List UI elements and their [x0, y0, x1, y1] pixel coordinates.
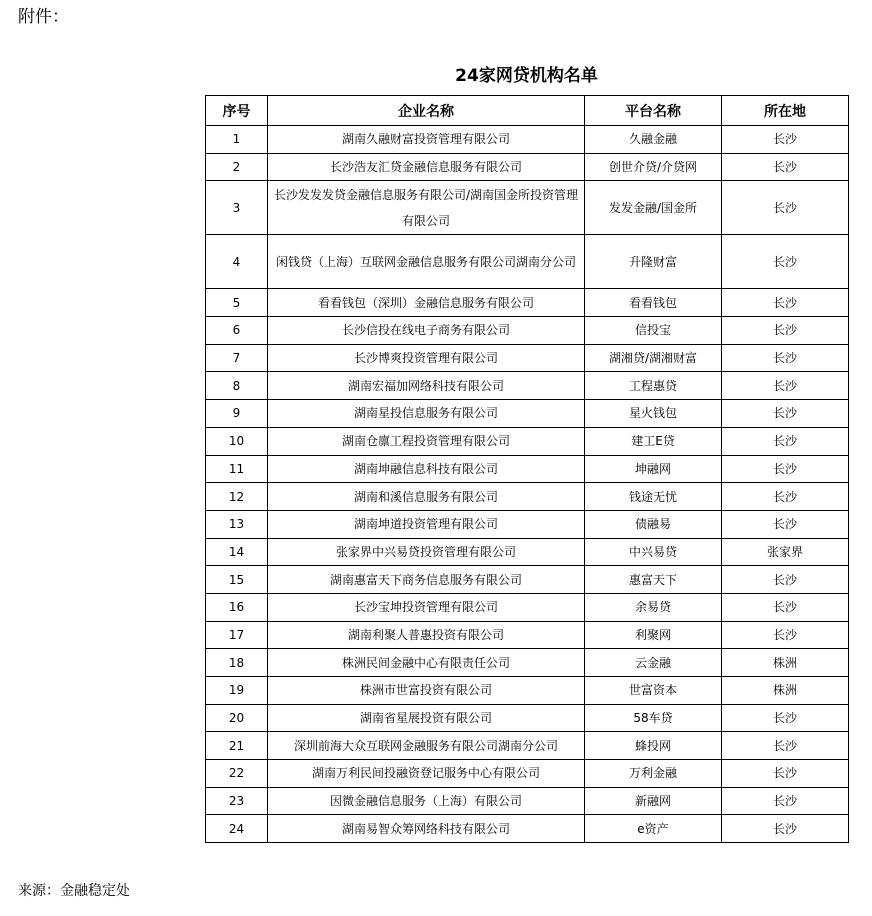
cell-platform-name: 利聚网	[585, 621, 722, 649]
cell-index: 18	[206, 649, 268, 677]
cell-platform-name: 云金融	[585, 649, 722, 677]
cell-platform-name: 湖湘贷/湖湘财富	[585, 344, 722, 372]
table-row	[206, 677, 849, 705]
cell-platform-name: 升隆财富	[585, 235, 722, 289]
table-row	[206, 427, 849, 455]
cell-location: 长沙	[722, 593, 849, 621]
cell-platform-name: 世富资本	[585, 677, 722, 705]
cell-platform-name: 工程惠贷	[585, 372, 722, 400]
cell-platform-name: 坤融网	[585, 455, 722, 483]
header-index: 序号	[206, 96, 268, 126]
cell-index: 11	[206, 455, 268, 483]
cell-index: 20	[206, 704, 268, 732]
cell-index: 5	[206, 289, 268, 317]
table-row	[206, 126, 849, 154]
cell-platform-name: 信投宝	[585, 317, 722, 345]
table-row	[206, 289, 849, 317]
cell-index: 6	[206, 317, 268, 345]
cell-index: 19	[206, 677, 268, 705]
cell-company-name: 湖南坤道投资管理有限公司	[268, 510, 585, 538]
cell-index: 2	[206, 153, 268, 181]
table-row	[206, 760, 849, 788]
cell-platform-name: 星火钱包	[585, 400, 722, 428]
cell-location: 长沙	[722, 372, 849, 400]
cell-location: 长沙	[722, 510, 849, 538]
source-note: 来源：金融稳定处	[18, 883, 130, 899]
cell-index: 24	[206, 815, 268, 843]
cell-index: 15	[206, 566, 268, 594]
cell-company-name: 湖南利聚人普惠投资有限公司	[268, 621, 585, 649]
cell-index: 8	[206, 372, 268, 400]
cell-index: 3	[206, 181, 268, 235]
cell-location: 长沙	[722, 787, 849, 815]
cell-platform-name: 万利金融	[585, 760, 722, 788]
cell-index: 14	[206, 538, 268, 566]
header-company-name: 企业名称	[268, 96, 585, 126]
table-row	[206, 732, 849, 760]
table-row	[206, 483, 849, 511]
cell-location: 长沙	[722, 344, 849, 372]
cell-company-name: 湖南宏福加网络科技有限公司	[268, 372, 585, 400]
table-row	[206, 400, 849, 428]
cell-index: 16	[206, 593, 268, 621]
cell-company-name: 湖南久融财富投资管理有限公司	[268, 126, 585, 154]
cell-platform-name: 58车贷	[585, 704, 722, 732]
cell-location: 长沙	[722, 235, 849, 289]
cell-index: 22	[206, 760, 268, 788]
cell-company-name: 湖南仓廪工程投资管理有限公司	[268, 427, 585, 455]
cell-location: 长沙	[722, 455, 849, 483]
cell-location: 张家界	[722, 538, 849, 566]
cell-company-name: 长沙博爽投资管理有限公司	[268, 344, 585, 372]
cell-index: 23	[206, 787, 268, 815]
cell-index: 1	[206, 126, 268, 154]
table-row	[206, 344, 849, 372]
cell-platform-name: 发发金融/国金所	[585, 181, 722, 235]
cell-company-name: 株洲民间金融中心有限责任公司	[268, 649, 585, 677]
cell-platform-name: 建工E贷	[585, 427, 722, 455]
cell-location: 株洲	[722, 649, 849, 677]
cell-platform-name: 中兴易贷	[585, 538, 722, 566]
cell-location: 长沙	[722, 317, 849, 345]
cell-platform-name: 创世介贷/介贷网	[585, 153, 722, 181]
cell-company-name: 看看钱包（深圳）金融信息服务有限公司	[268, 289, 585, 317]
cell-company-name: 湖南星投信息服务有限公司	[268, 400, 585, 428]
cell-platform-name: 蜂投网	[585, 732, 722, 760]
cell-location: 长沙	[722, 566, 849, 594]
cell-platform-name: 久融金融	[585, 126, 722, 154]
table-row	[206, 649, 849, 677]
cell-location: 长沙	[722, 289, 849, 317]
table-row	[206, 621, 849, 649]
table-row	[206, 317, 849, 345]
cell-location: 长沙	[722, 181, 849, 235]
cell-location: 长沙	[722, 732, 849, 760]
cell-company-name: 深圳前海大众互联网金融服务有限公司湖南分公司	[268, 732, 585, 760]
cell-index: 17	[206, 621, 268, 649]
cell-platform-name: 余易贷	[585, 593, 722, 621]
table-row	[206, 510, 849, 538]
cell-company-name: 湖南易智众筹网络科技有限公司	[268, 815, 585, 843]
cell-location: 长沙	[722, 427, 849, 455]
table-header-row	[206, 96, 849, 126]
header-platform-name: 平台名称	[585, 96, 722, 126]
table-row	[206, 372, 849, 400]
table-body	[206, 126, 849, 843]
cell-company-name: 长沙信投在线电子商务有限公司	[268, 317, 585, 345]
cell-company-name: 湖南万利民间投融资登记服务中心有限公司	[268, 760, 585, 788]
table-row	[206, 593, 849, 621]
cell-company-name: 长沙浩友汇贷金融信息服务有限公司	[268, 153, 585, 181]
table-row	[206, 181, 849, 235]
cell-platform-name: 惠富天下	[585, 566, 722, 594]
cell-index: 21	[206, 732, 268, 760]
cell-location: 株洲	[722, 677, 849, 705]
cell-platform-name: 看看钱包	[585, 289, 722, 317]
cell-index: 9	[206, 400, 268, 428]
cell-index: 12	[206, 483, 268, 511]
table-row	[206, 704, 849, 732]
cell-index: 10	[206, 427, 268, 455]
cell-platform-name: 钱途无忧	[585, 483, 722, 511]
cell-platform-name: e资产	[585, 815, 722, 843]
document-title: 24家网贷机构名单	[455, 66, 598, 86]
cell-company-name: 湖南坤融信息科技有限公司	[268, 455, 585, 483]
cell-company-name: 湖南省星展投资有限公司	[268, 704, 585, 732]
cell-platform-name: 债融易	[585, 510, 722, 538]
cell-location: 长沙	[722, 126, 849, 154]
cell-company-name: 湖南和溪信息服务有限公司	[268, 483, 585, 511]
header-location: 所在地	[722, 96, 849, 126]
table-row	[206, 566, 849, 594]
cell-company-name: 张家界中兴易贷投资管理有限公司	[268, 538, 585, 566]
cell-index: 7	[206, 344, 268, 372]
cell-location: 长沙	[722, 621, 849, 649]
cell-company-name: 长沙宝坤投资管理有限公司	[268, 593, 585, 621]
cell-index: 13	[206, 510, 268, 538]
institution-table	[205, 95, 849, 843]
cell-location: 长沙	[722, 704, 849, 732]
cell-company-name: 长沙发发发贷金融信息服务有限公司/湖南国金所投资管理有限公司	[268, 181, 585, 235]
cell-location: 长沙	[722, 760, 849, 788]
cell-company-name: 因微金融信息服务（上海）有限公司	[268, 787, 585, 815]
attachment-label: 附件：	[18, 7, 69, 27]
table-row	[206, 787, 849, 815]
cell-company-name: 株洲市世富投资有限公司	[268, 677, 585, 705]
table-row	[206, 153, 849, 181]
table-row	[206, 455, 849, 483]
cell-platform-name: 新融网	[585, 787, 722, 815]
cell-location: 长沙	[722, 483, 849, 511]
cell-location: 长沙	[722, 153, 849, 181]
table-row	[206, 538, 849, 566]
cell-index: 4	[206, 235, 268, 289]
cell-location: 长沙	[722, 815, 849, 843]
table-row	[206, 235, 849, 289]
table-row	[206, 815, 849, 843]
cell-company-name: 湖南惠富天下商务信息服务有限公司	[268, 566, 585, 594]
cell-location: 长沙	[722, 400, 849, 428]
cell-company-name: 闲钱贷（上海）互联网金融信息服务有限公司湖南分公司	[268, 235, 585, 289]
